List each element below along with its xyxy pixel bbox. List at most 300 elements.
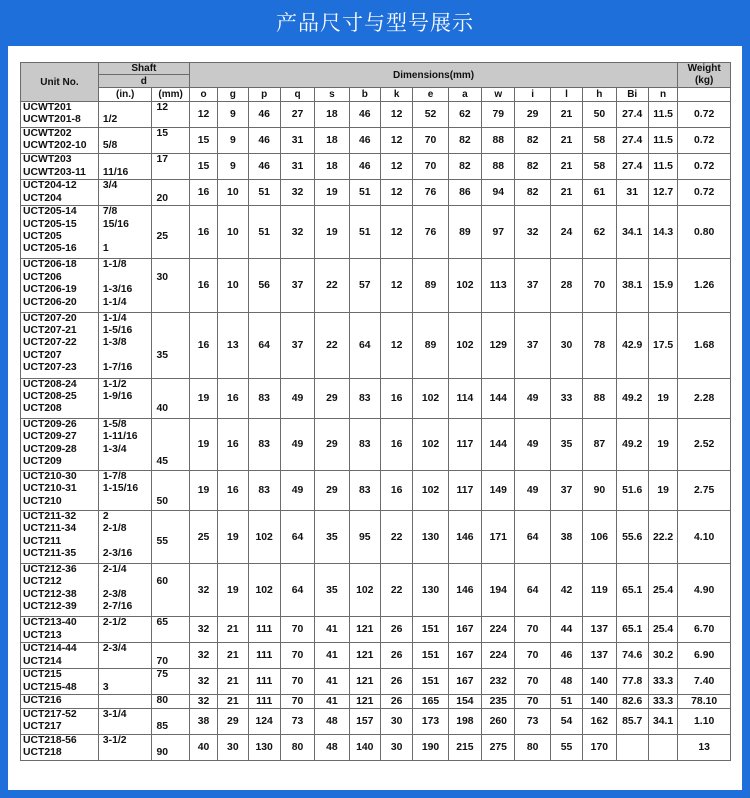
dim-n-cell: 19	[648, 470, 677, 510]
shaft-inch-cell	[98, 708, 152, 734]
dim-h-cell: 140	[583, 669, 616, 695]
dim-i-cell: 70	[515, 617, 550, 643]
shaft-mm-spacer	[156, 140, 188, 152]
dim-p-cell: 130	[248, 734, 280, 760]
shaft-inch	[103, 630, 152, 642]
unit-no: UCT212-36	[23, 564, 77, 576]
dim-a-cell: 117	[448, 418, 481, 470]
weight-cell: 6.70	[678, 617, 731, 643]
dim-g-cell: 19	[218, 564, 248, 617]
dim-g-cell: 21	[218, 669, 248, 695]
shaft-mm: 70	[156, 655, 169, 667]
dim-k-cell: 12	[380, 259, 412, 312]
unit-no: UCT205-16	[23, 243, 77, 255]
dim-e-cell: 70	[413, 128, 448, 154]
dim-n-cell: 25.4	[648, 564, 677, 617]
dim-i-cell: 64	[515, 564, 550, 617]
dim-bi-cell: 31	[616, 180, 648, 206]
shaft-mm-cell	[152, 617, 189, 643]
shaft-mm-spacer	[156, 419, 188, 431]
unit-no: UCT208-25	[23, 391, 77, 403]
dim-o-cell: 19	[189, 418, 217, 470]
dim-g-cell: 13	[218, 312, 248, 378]
dim-n-cell: 11.5	[648, 102, 677, 128]
header-dimensions: Dimensions(mm)	[189, 63, 677, 88]
shaft-mm: 80	[156, 695, 169, 707]
unit-no: UCT210	[23, 495, 62, 507]
dim-bi-cell: 27.4	[616, 128, 648, 154]
unit-no: UCT204	[23, 192, 62, 204]
dim-p-cell: 83	[248, 378, 280, 418]
dim-a-cell: 146	[448, 564, 481, 617]
shaft-mm-spacer	[156, 284, 188, 296]
header-dim-h: h	[583, 88, 616, 102]
shaft-mm-cell	[152, 470, 189, 510]
shaft-inch	[103, 656, 152, 668]
dim-w-cell: 275	[482, 734, 515, 760]
dim-b-cell: 102	[349, 564, 380, 617]
dim-n-cell: 14.3	[648, 206, 677, 259]
dim-l-cell: 24	[550, 206, 582, 259]
dim-s-cell: 18	[315, 128, 349, 154]
dim-n-cell: 19	[648, 378, 677, 418]
dim-o-cell: 16	[189, 180, 217, 206]
unit-no-cell	[21, 102, 99, 128]
header-shaft-label: Shaft	[131, 63, 157, 74]
dim-s-cell: 22	[315, 312, 349, 378]
dim-e-cell: 89	[413, 312, 448, 378]
shaft-mm: 75	[156, 669, 169, 681]
dim-l-cell: 21	[550, 154, 582, 180]
shaft-mm-cell	[152, 128, 189, 154]
shaft-inch: 11/16	[102, 166, 129, 178]
unit-no-cell	[21, 180, 99, 206]
dim-bi-cell: 74.6	[616, 643, 648, 669]
table-row	[21, 102, 731, 128]
dim-q-cell: 73	[280, 708, 314, 734]
dim-s-cell: 19	[315, 180, 349, 206]
dim-a-cell: 167	[448, 669, 481, 695]
shaft-inch-cell	[98, 695, 152, 708]
table-row	[21, 470, 731, 510]
dim-w-cell: 232	[482, 669, 515, 695]
dim-bi-cell: 27.4	[616, 102, 648, 128]
dim-bi-cell: 27.4	[616, 154, 648, 180]
dim-i-cell: 82	[515, 128, 550, 154]
shaft-inch-cell	[98, 510, 152, 563]
dim-w-cell: 144	[482, 418, 515, 470]
unit-no: UCT209	[23, 455, 62, 467]
dim-g-cell: 21	[218, 643, 248, 669]
unit-no: UCT209-28	[23, 443, 77, 455]
header-weight-unit: (kg)	[694, 75, 714, 86]
dim-h-cell: 170	[583, 734, 616, 760]
dim-n-cell: 33.3	[648, 695, 677, 708]
dim-p-cell: 56	[248, 259, 280, 312]
dim-w-cell: 224	[482, 643, 515, 669]
dim-n-cell: 22.2	[648, 510, 677, 563]
dim-bi-cell	[616, 734, 648, 760]
shaft-mm-cell	[152, 312, 189, 378]
header-weight-label: Weight	[687, 63, 721, 74]
dim-p-cell: 102	[248, 564, 280, 617]
dim-o-cell: 16	[189, 259, 217, 312]
dim-b-cell: 83	[349, 378, 380, 418]
dim-q-cell: 37	[280, 259, 314, 312]
shaft-inch: 1-3/16	[102, 284, 133, 296]
unit-no: UCT211	[23, 535, 62, 547]
table-row	[21, 564, 731, 617]
unit-no: UCT215	[23, 669, 62, 681]
unit-no-cell	[21, 470, 99, 510]
table-row	[21, 643, 731, 669]
shaft-mm-spacer	[156, 682, 188, 694]
shaft-mm-spacer	[156, 259, 188, 271]
unit-no-cell	[21, 708, 99, 734]
dim-i-cell: 32	[515, 206, 550, 259]
unit-no-cell	[21, 564, 99, 617]
header-unit-no: Unit No.	[21, 63, 99, 102]
dim-w-cell: 88	[482, 154, 515, 180]
dim-e-cell: 151	[413, 617, 448, 643]
unit-no: UCT206-18	[23, 259, 77, 271]
shaft-mm-cell	[152, 669, 189, 695]
shaft-mm-spacer	[156, 362, 188, 374]
weight-cell: 2.75	[678, 470, 731, 510]
dim-o-cell: 32	[189, 617, 217, 643]
dim-bi-cell: 49.2	[616, 378, 648, 418]
shaft-mm-spacer	[156, 313, 188, 325]
dim-q-cell: 70	[280, 617, 314, 643]
dim-p-cell: 111	[248, 669, 280, 695]
shaft-mm-cell	[152, 708, 189, 734]
shaft-mm: 17	[156, 154, 169, 166]
dim-q-cell: 31	[280, 154, 314, 180]
shaft-mm-spacer	[156, 511, 188, 523]
unit-no: UCT207-21	[23, 324, 77, 336]
dim-b-cell: 46	[349, 102, 380, 128]
shaft-inch: 7/8	[102, 206, 118, 218]
header-shaft-d: d	[98, 75, 189, 88]
shaft-mm-cell	[152, 734, 189, 760]
table-row	[21, 378, 731, 418]
dim-i-cell: 49	[515, 418, 550, 470]
shaft-inch	[103, 721, 152, 733]
dim-n-cell: 11.5	[648, 128, 677, 154]
unit-no: UCWT203-11	[23, 166, 86, 178]
dim-o-cell: 15	[189, 154, 217, 180]
dim-q-cell: 49	[280, 418, 314, 470]
dim-e-cell: 52	[413, 102, 448, 128]
dim-b-cell: 46	[349, 154, 380, 180]
dim-b-cell: 51	[349, 180, 380, 206]
unit-no: UCT205	[23, 231, 62, 243]
unit-no-cell	[21, 154, 99, 180]
dim-b-cell: 121	[349, 695, 380, 708]
header-shaft	[98, 63, 189, 75]
dim-i-cell: 64	[515, 510, 550, 563]
dim-a-cell: 114	[448, 378, 481, 418]
dim-k-cell: 16	[380, 418, 412, 470]
shaft-inch	[103, 154, 152, 166]
dim-i-cell: 29	[515, 102, 550, 128]
shaft-inch: 2-7/16	[102, 601, 133, 613]
dim-o-cell: 15	[189, 128, 217, 154]
unit-no: UCT212-38	[23, 588, 77, 600]
shaft-inch	[103, 128, 152, 140]
header-dim-o: o	[189, 88, 217, 102]
dim-b-cell: 46	[349, 128, 380, 154]
shaft-mm: 20	[156, 192, 169, 204]
shaft-inch: 1-5/16	[102, 324, 133, 336]
dim-n-cell: 15.9	[648, 259, 677, 312]
dim-b-cell: 51	[349, 206, 380, 259]
weight-cell: 7.40	[678, 669, 731, 695]
dim-l-cell: 42	[550, 564, 582, 617]
dim-k-cell: 12	[380, 102, 412, 128]
dim-n-cell: 17.5	[648, 312, 677, 378]
dim-s-cell: 29	[315, 470, 349, 510]
shaft-mm-cell	[152, 643, 189, 669]
dim-p-cell: 111	[248, 643, 280, 669]
dim-o-cell: 25	[189, 510, 217, 563]
dim-l-cell: 21	[550, 102, 582, 128]
shaft-mm-spacer	[156, 564, 188, 576]
dim-k-cell: 12	[380, 180, 412, 206]
shaft-inch	[103, 536, 152, 548]
shaft-inch: 2-3/4	[102, 643, 127, 655]
dim-e-cell: 173	[413, 708, 448, 734]
dim-o-cell: 16	[189, 206, 217, 259]
shaft-mm-spacer	[156, 167, 188, 179]
table-row	[21, 180, 731, 206]
shaft-inch: 3/4	[102, 180, 118, 192]
shaft-mm-cell	[152, 102, 189, 128]
dim-q-cell: 70	[280, 643, 314, 669]
dim-g-cell: 21	[218, 617, 248, 643]
dim-e-cell: 102	[413, 378, 448, 418]
dim-p-cell: 102	[248, 510, 280, 563]
dim-k-cell: 26	[380, 669, 412, 695]
unit-no-cell	[21, 418, 99, 470]
unit-no-cell	[21, 734, 99, 760]
dim-n-cell: 25.4	[648, 617, 677, 643]
unit-no: UCT207-20	[23, 312, 77, 324]
shaft-mm-spacer	[156, 630, 188, 642]
dim-k-cell: 26	[380, 617, 412, 643]
shaft-inch	[103, 272, 152, 284]
shaft-inch: 1-3/8	[102, 337, 127, 349]
shaft-mm-cell	[152, 154, 189, 180]
dim-s-cell: 41	[315, 643, 349, 669]
shaft-inch: 1-1/4	[102, 296, 127, 308]
dim-q-cell: 27	[280, 102, 314, 128]
shaft-mm: 35	[156, 349, 169, 361]
header-dim-e: e	[413, 88, 448, 102]
dim-s-cell: 19	[315, 206, 349, 259]
dim-p-cell: 46	[248, 128, 280, 154]
unit-no: UCT208-24	[23, 378, 77, 390]
dim-s-cell: 48	[315, 708, 349, 734]
dim-g-cell: 9	[218, 102, 248, 128]
shaft-inch-cell	[98, 378, 152, 418]
dim-s-cell: 22	[315, 259, 349, 312]
shaft-inch: 3-1/2	[102, 734, 127, 746]
dim-bi-cell: 51.6	[616, 470, 648, 510]
shaft-mm: 15	[156, 128, 169, 140]
shaft-inch: 1-7/8	[102, 470, 127, 482]
shaft-mm-spacer	[156, 180, 188, 192]
shaft-mm-spacer	[156, 219, 188, 231]
header-dim-s: s	[315, 88, 349, 102]
shaft-inch-cell	[98, 128, 152, 154]
dim-i-cell: 73	[515, 708, 550, 734]
dim-q-cell: 37	[280, 312, 314, 378]
dim-p-cell: 46	[248, 154, 280, 180]
dim-a-cell: 146	[448, 510, 481, 563]
unit-no: UCT206-19	[23, 284, 77, 296]
dim-l-cell: 33	[550, 378, 582, 418]
shaft-inch: 2-1/2	[102, 617, 127, 629]
shaft-inch: 3-1/4	[102, 708, 127, 720]
shaft-mm-cell	[152, 206, 189, 259]
dim-i-cell: 37	[515, 259, 550, 312]
shaft-inch	[103, 669, 152, 681]
unit-no: UCT211-32	[23, 510, 77, 522]
dim-w-cell: 113	[482, 259, 515, 312]
shaft-inch: 1	[102, 243, 109, 255]
shaft-mm-spacer	[156, 735, 188, 747]
dim-l-cell: 28	[550, 259, 582, 312]
shaft-inch: 2-1/8	[102, 523, 127, 535]
header-dim-b: b	[349, 88, 380, 102]
dim-k-cell: 12	[380, 154, 412, 180]
weight-cell: 1.68	[678, 312, 731, 378]
dim-a-cell: 62	[448, 102, 481, 128]
dim-g-cell: 10	[218, 180, 248, 206]
shaft-inch	[103, 193, 152, 205]
header-inch: (in.)	[98, 88, 152, 102]
weight-cell: 6.90	[678, 643, 731, 669]
shaft-mm-spacer	[156, 444, 188, 456]
dim-k-cell: 16	[380, 470, 412, 510]
weight-cell: 0.72	[678, 102, 731, 128]
dim-e-cell: 102	[413, 470, 448, 510]
shaft-mm: 65	[156, 617, 169, 629]
table-row	[21, 206, 731, 259]
shaft-mm-cell	[152, 180, 189, 206]
shaft-inch	[103, 576, 152, 588]
header-mm: (mm)	[152, 88, 189, 102]
unit-no: UCT210-30	[23, 470, 77, 482]
unit-no: UCT209-27	[23, 431, 77, 443]
unit-no: UCWT201-8	[23, 114, 81, 126]
dim-k-cell: 26	[380, 695, 412, 708]
dim-bi-cell: 82.6	[616, 695, 648, 708]
unit-no: UCT206-20	[23, 296, 77, 308]
shaft-inch: 1-15/16	[102, 483, 139, 495]
shaft-mm: 45	[156, 455, 169, 467]
dim-l-cell: 37	[550, 470, 582, 510]
weight-cell: 0.72	[678, 154, 731, 180]
dim-e-cell: 70	[413, 154, 448, 180]
shaft-mm: 25	[156, 231, 169, 243]
shaft-inch: 1-9/16	[102, 391, 133, 403]
dim-b-cell: 64	[349, 312, 380, 378]
dim-b-cell: 121	[349, 617, 380, 643]
header-dim-a: a	[448, 88, 481, 102]
shaft-inch-cell	[98, 154, 152, 180]
shaft-inch: 3	[102, 681, 109, 693]
table-row	[21, 128, 731, 154]
shaft-mm: 55	[156, 535, 169, 547]
dim-i-cell: 49	[515, 470, 550, 510]
weight-cell: 0.80	[678, 206, 731, 259]
shaft-inch: 1-1/4	[102, 312, 127, 324]
shaft-inch: 2-3/8	[102, 588, 127, 600]
dim-p-cell: 83	[248, 470, 280, 510]
dim-o-cell: 32	[189, 643, 217, 669]
dim-q-cell: 70	[280, 669, 314, 695]
dim-g-cell: 29	[218, 708, 248, 734]
dim-h-cell: 62	[583, 206, 616, 259]
dim-s-cell: 41	[315, 695, 349, 708]
shaft-inch-cell	[98, 180, 152, 206]
header-dim-l: l	[550, 88, 582, 102]
dim-p-cell: 51	[248, 206, 280, 259]
dim-o-cell: 19	[189, 470, 217, 510]
header-dim-bi: Bi	[616, 88, 648, 102]
unit-no-cell	[21, 312, 99, 378]
dim-e-cell: 89	[413, 259, 448, 312]
unit-no: UCT213-40	[23, 617, 77, 629]
shaft-mm-spacer	[156, 297, 188, 309]
dim-w-cell: 144	[482, 378, 515, 418]
table-row	[21, 669, 731, 695]
shaft-mm-spacer	[156, 643, 188, 655]
dim-i-cell: 70	[515, 669, 550, 695]
dim-h-cell: 61	[583, 180, 616, 206]
weight-cell: 2.52	[678, 418, 731, 470]
shaft-inch: 1-1/2	[102, 378, 127, 390]
table-row	[21, 695, 731, 708]
shaft-mm: 50	[156, 495, 169, 507]
shaft-inch-cell	[98, 564, 152, 617]
dim-bi-cell: 34.1	[616, 206, 648, 259]
unit-no: UCT208	[23, 403, 62, 415]
unit-no: UCT210-31	[23, 483, 77, 495]
unit-no-cell	[21, 617, 99, 643]
header-dim-i: i	[515, 88, 550, 102]
dim-e-cell: 76	[413, 180, 448, 206]
dim-b-cell: 121	[349, 669, 380, 695]
shaft-inch	[103, 456, 152, 468]
dim-bi-cell: 38.1	[616, 259, 648, 312]
unit-no-cell	[21, 259, 99, 312]
dim-a-cell: 102	[448, 312, 481, 378]
shaft-mm-spacer	[156, 114, 188, 126]
shaft-mm-spacer	[156, 379, 188, 391]
weight-cell: 2.28	[678, 378, 731, 418]
shaft-inch-cell	[98, 470, 152, 510]
shaft-mm-spacer	[156, 589, 188, 601]
dim-i-cell: 70	[515, 695, 550, 708]
dimensions-table	[20, 62, 731, 761]
unit-no-cell	[21, 669, 99, 695]
dim-a-cell: 82	[448, 154, 481, 180]
dim-g-cell: 30	[218, 734, 248, 760]
shaft-inch: 15/16	[102, 218, 129, 230]
